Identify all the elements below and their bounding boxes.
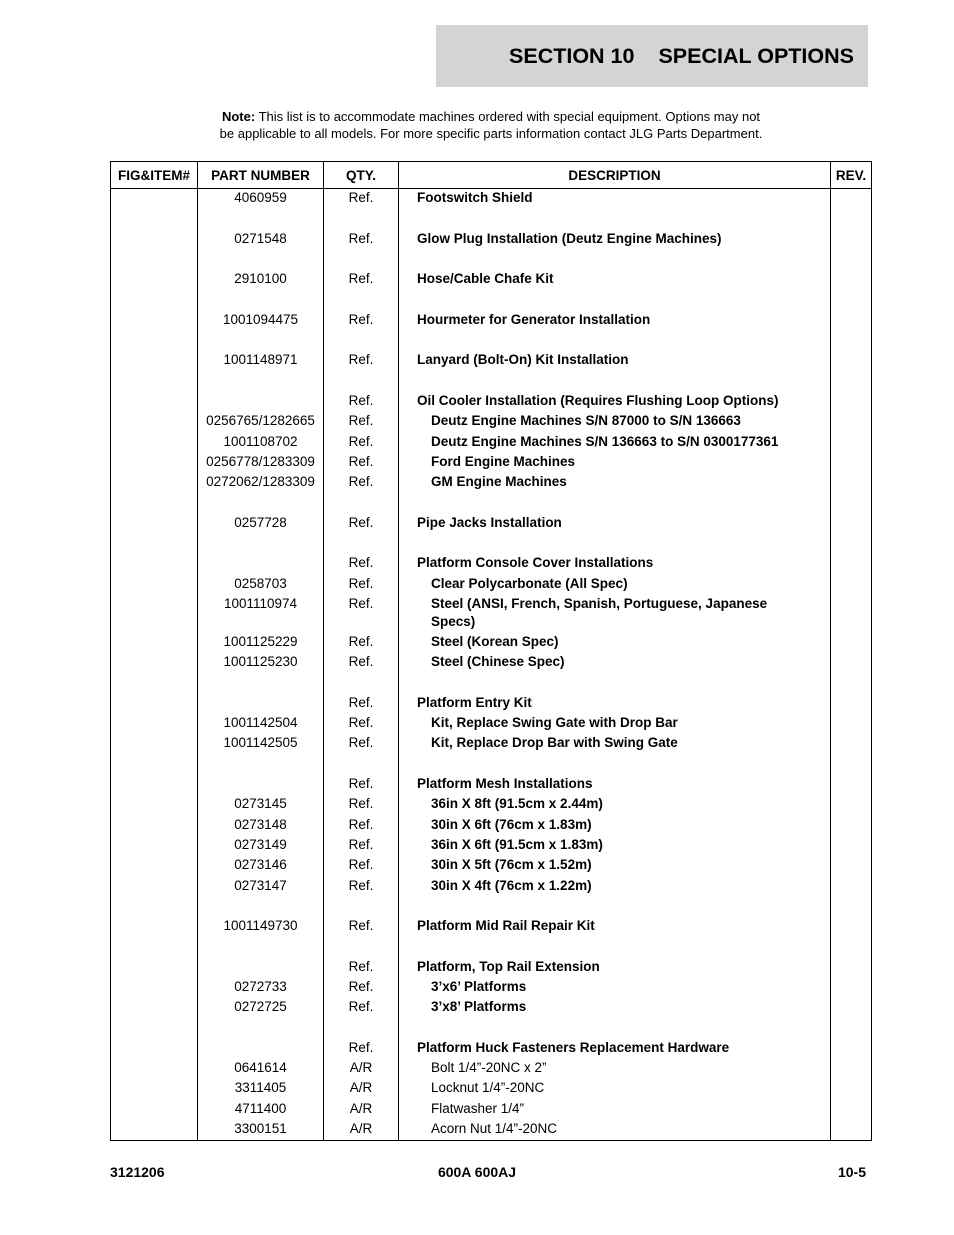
part-number-cell <box>198 694 323 714</box>
part-number-column <box>198 189 324 1141</box>
footer-model: 600A 600AJ <box>437 1164 517 1180</box>
part-number-cell <box>198 250 323 270</box>
part-number-cell: 2910100 <box>234 271 287 287</box>
qty-cell: Ref. <box>348 918 374 934</box>
column-header-description: DESCRIPTION <box>399 162 831 189</box>
part-number-cell <box>198 534 323 554</box>
part-number-cell: 0272725 <box>234 999 287 1015</box>
qty-cell <box>324 250 398 270</box>
description-cell: Steel (Korean Spec) <box>431 633 559 649</box>
qty-cell: A/R <box>349 1100 373 1116</box>
part-number-cell: 1001149730 <box>223 918 298 934</box>
qty-cell: Ref. <box>348 816 374 832</box>
part-number-cell: 0258703 <box>234 575 287 591</box>
description-cell <box>399 1019 830 1039</box>
part-number-cell <box>198 290 323 310</box>
description-cell: Platform Mid Rail Repair Kit <box>417 918 595 934</box>
qty-cell: Ref. <box>348 514 374 530</box>
column-header-fig-item: FIG&ITEM# <box>111 162 198 189</box>
part-number-cell: 0273149 <box>234 836 287 852</box>
description-cell: 3’x6’ Platforms <box>431 978 527 994</box>
qty-cell: Ref. <box>348 311 374 327</box>
description-cell: Platform Huck Fasteners Replacement Hardware <box>417 1039 730 1055</box>
table-body-row <box>111 189 872 1141</box>
description-cell <box>399 209 830 229</box>
description-cell: Deutz Engine Machines S/N 87000 to S/N 136663 <box>431 413 741 429</box>
description-cell: Footswitch Shield <box>417 190 533 205</box>
description-cell: Hourmeter for Generator Installation <box>417 311 651 327</box>
description-cell <box>399 493 830 513</box>
note-line-2: be applicable to all models. For more specific parts information contact JLG Parts Department. <box>219 126 763 141</box>
description-cell: Deutz Engine Machines S/N 136663 to S/N 0300177361 <box>431 433 779 449</box>
description-cell: Kit, Replace Swing Gate with Drop Bar <box>431 715 678 731</box>
description-cell <box>399 331 830 351</box>
description-cell: 30in X 6ft (76cm x 1.83m) <box>431 816 592 832</box>
description-cell: 36in X 8ft (91.5cm x 2.44m) <box>431 796 603 812</box>
part-number-cell: 1001148971 <box>223 352 298 368</box>
description-cell: Kit, Replace Drop Bar with Swing Gate <box>431 735 678 751</box>
column-header-rev: REV. <box>831 162 872 189</box>
qty-cell: Ref. <box>348 978 374 994</box>
qty-cell: Ref. <box>348 1039 374 1055</box>
note-label: Note: <box>221 109 256 124</box>
description-cell: Glow Plug Installation (Deutz Engine Machines) <box>417 230 722 246</box>
description-cell: Steel (ANSI, French, Spanish, Portuguese, Japanese Specs) <box>431 595 768 629</box>
qty-cell <box>324 534 398 554</box>
description-cell <box>399 897 830 917</box>
description-cell: Platform Console Cover Installations <box>417 555 654 571</box>
qty-cell: A/R <box>349 1121 373 1137</box>
part-number-cell <box>198 209 323 229</box>
part-number-cell <box>198 493 323 513</box>
footer-page-number: 10-5 <box>837 1164 866 1180</box>
column-header-part-number: PART NUMBER <box>198 162 324 189</box>
qty-cell: Ref. <box>348 999 374 1015</box>
qty-cell: Ref. <box>348 776 374 792</box>
qty-cell: Ref. <box>348 453 374 469</box>
part-number-cell: 3300151 <box>234 1121 287 1137</box>
section-name: SPECIAL OPTIONS <box>658 43 854 68</box>
qty-cell: Ref. <box>348 474 374 490</box>
description-cell: Hose/Cable Chafe Kit <box>417 271 554 287</box>
qty-cell: Ref. <box>348 715 374 731</box>
qty-cell <box>324 1019 398 1039</box>
part-number-cell: 0272733 <box>234 978 287 994</box>
part-number-cell: 1001125230 <box>223 654 298 670</box>
description-cell: Locknut 1/4”-20NC <box>431 1080 545 1096</box>
part-number-cell: 4060959 <box>234 190 287 205</box>
qty-cell <box>324 372 398 392</box>
part-number-cell <box>198 755 323 775</box>
description-cell: GM Engine Machines <box>431 474 567 490</box>
part-number-cell: 1001142505 <box>223 735 298 751</box>
section-header <box>436 25 868 87</box>
note <box>180 108 802 142</box>
qty-cell: Ref. <box>348 694 374 710</box>
qty-cell: Ref. <box>348 654 374 670</box>
part-number-cell <box>198 775 323 795</box>
part-number-cell: 0273146 <box>234 857 287 873</box>
qty-cell <box>324 331 398 351</box>
description-cell <box>399 250 830 270</box>
qty-column <box>324 189 399 1141</box>
qty-cell <box>324 755 398 775</box>
description-cell: 36in X 6ft (91.5cm x 1.83m) <box>431 836 603 852</box>
qty-cell: Ref. <box>348 877 374 893</box>
qty-cell: Ref. <box>348 958 374 974</box>
qty-cell <box>324 897 398 917</box>
description-column <box>399 189 831 1141</box>
part-number-cell <box>198 372 323 392</box>
qty-cell: Ref. <box>348 392 374 408</box>
description-cell: Pipe Jacks Installation <box>417 514 562 530</box>
qty-cell: Ref. <box>348 836 374 852</box>
qty-cell: Ref. <box>348 190 374 205</box>
part-number-cell: 0271548 <box>234 230 287 246</box>
fig-item-column <box>111 189 198 1141</box>
description-cell: Lanyard (Bolt-On) Kit Installation <box>417 352 629 368</box>
qty-cell: Ref. <box>348 595 374 611</box>
description-cell: 3’x8’ Platforms <box>431 999 527 1015</box>
description-cell: Oil Cooler Installation (Requires Flushing Loop Options) <box>417 392 779 408</box>
part-number-cell: 0256765/1282665 <box>206 413 315 429</box>
part-number-cell <box>198 958 323 978</box>
qty-cell: Ref. <box>348 230 374 246</box>
description-cell: Clear Polycarbonate (All Spec) <box>431 575 628 591</box>
section-number: SECTION 10 <box>509 43 635 68</box>
qty-cell: A/R <box>349 1060 373 1076</box>
rev-column <box>831 189 872 1141</box>
description-cell: Platform Mesh Installations <box>417 776 593 792</box>
part-number-cell: 0256778/1283309 <box>206 453 315 469</box>
part-number-cell <box>198 392 323 412</box>
part-number-cell: 4711400 <box>234 1100 287 1116</box>
part-number-cell <box>198 554 323 574</box>
qty-cell: Ref. <box>348 857 374 873</box>
description-cell <box>399 937 830 957</box>
description-cell <box>399 674 830 694</box>
footer-doc-number: 3121206 <box>110 1164 165 1180</box>
description-cell: 30in X 5ft (76cm x 1.52m) <box>431 857 592 873</box>
qty-cell: Ref. <box>348 735 374 751</box>
part-number-cell <box>198 1039 323 1059</box>
qty-cell <box>324 209 398 229</box>
part-number-cell: 1001125229 <box>223 633 298 649</box>
part-number-cell: 3311405 <box>234 1080 287 1096</box>
description-cell: Steel (Chinese Spec) <box>431 654 565 670</box>
part-number-cell: 0641614 <box>234 1060 287 1076</box>
part-number-cell: 1001108702 <box>223 433 298 449</box>
table-header-row <box>111 162 872 189</box>
part-number-cell <box>198 1019 323 1039</box>
qty-cell <box>324 290 398 310</box>
part-number-cell: 1001110974 <box>223 595 298 611</box>
part-number-cell <box>198 897 323 917</box>
parts-table <box>110 161 872 1141</box>
qty-cell: Ref. <box>348 555 374 571</box>
qty-cell: Ref. <box>348 433 374 449</box>
description-cell: 30in X 4ft (76cm x 1.22m) <box>431 877 592 893</box>
part-number-cell: 1001142504 <box>223 715 298 731</box>
part-number-cell <box>198 674 323 694</box>
qty-cell <box>324 937 398 957</box>
qty-cell: A/R <box>349 1080 373 1096</box>
part-number-cell: 0273147 <box>234 877 287 893</box>
description-cell <box>399 290 830 310</box>
description-cell <box>399 755 830 775</box>
qty-cell: Ref. <box>348 796 374 812</box>
column-header-qty: QTY. <box>324 162 399 189</box>
part-number-cell <box>198 331 323 351</box>
part-number-cell <box>198 937 323 957</box>
qty-cell: Ref. <box>348 633 374 649</box>
qty-cell: Ref. <box>348 575 374 591</box>
qty-cell: Ref. <box>348 413 374 429</box>
description-cell: Platform Entry Kit <box>417 694 532 710</box>
part-number-cell: 0273148 <box>234 816 287 832</box>
qty-cell: Ref. <box>348 352 374 368</box>
section-title <box>509 44 854 69</box>
description-cell: Flatwasher 1/4” <box>431 1100 525 1116</box>
description-cell: Acorn Nut 1/4”-20NC <box>431 1121 558 1137</box>
description-cell <box>399 534 830 554</box>
description-cell: Platform, Top Rail Extension <box>417 958 600 974</box>
qty-cell <box>324 493 398 513</box>
description-cell: Ford Engine Machines <box>431 453 576 469</box>
description-cell: Bolt 1/4”-20NC x 2” <box>431 1060 547 1076</box>
qty-cell <box>324 674 398 694</box>
qty-cell: Ref. <box>348 271 374 287</box>
note-line-1: This list is to accommodate machines ordered with special equipment. Options may not <box>258 109 761 124</box>
part-number-cell: 0272062/1283309 <box>206 474 315 490</box>
description-cell <box>399 372 830 392</box>
part-number-cell: 0257728 <box>234 514 287 530</box>
part-number-cell: 0273145 <box>234 796 287 812</box>
part-number-cell: 1001094475 <box>222 311 299 327</box>
